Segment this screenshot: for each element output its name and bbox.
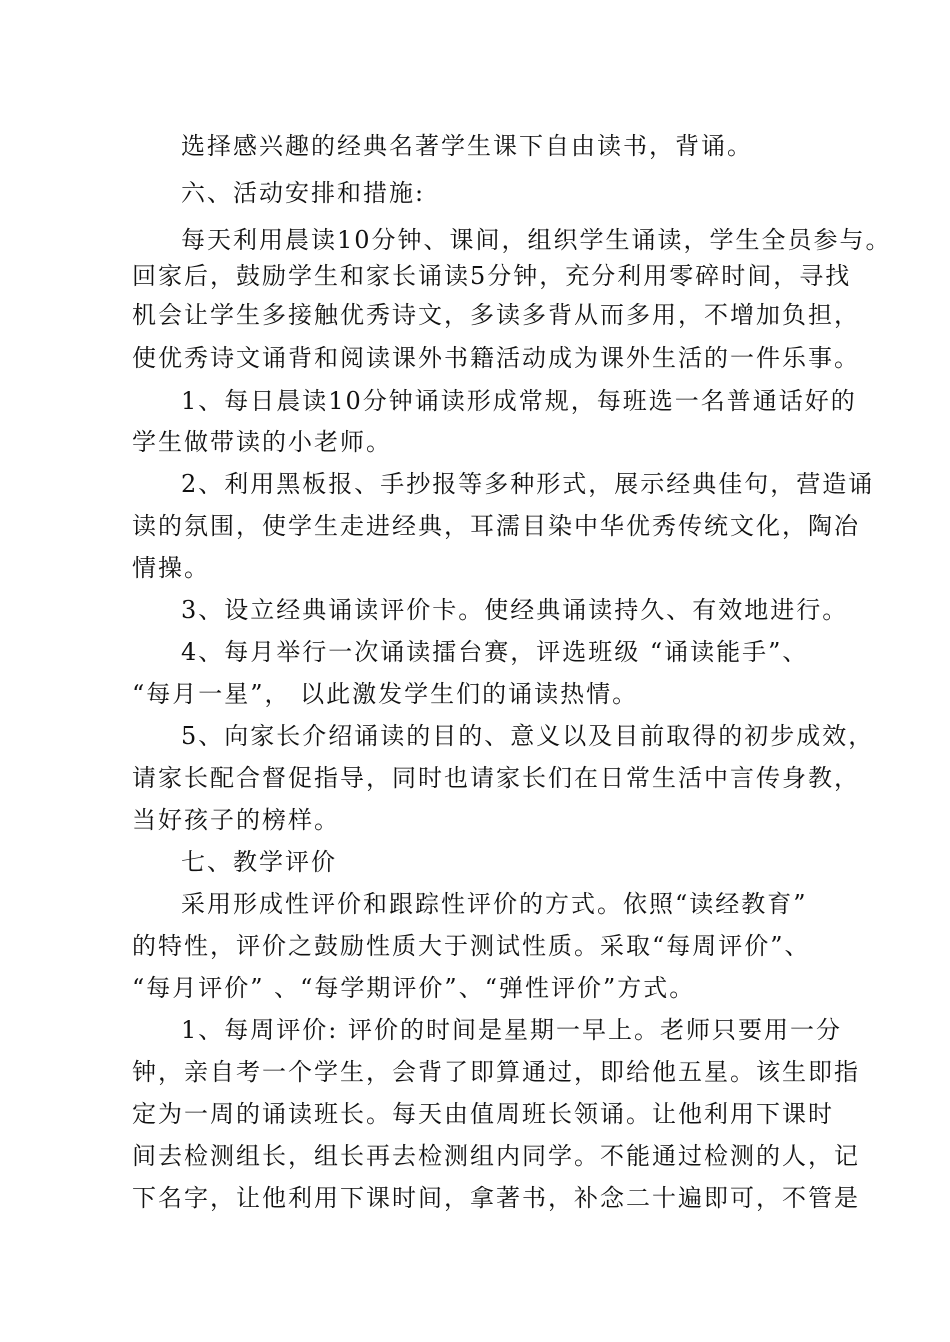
text-line: “每月评价” 、“每学期评价”、“弹性评价”方式。 xyxy=(132,974,696,1002)
section-heading: 六、活动安排和措施: xyxy=(181,179,426,207)
text-line: “每月一星”， 以此激发学生们的诵读热情。 xyxy=(132,680,639,708)
text-line: 5、向家长介绍诵读的目的、意义以及目前取得的初步成效， xyxy=(181,722,875,750)
text-line: 机会让学生多接触优秀诗文，多读多背从而多用，不增加负担， xyxy=(132,301,860,329)
text-line: 间去检测组长，组长再去检测组内同学。不能通过检测的人，记 xyxy=(132,1142,860,1170)
text-line: 1、每日晨读10分钟诵读形成常规，每班选一名普通话好的 xyxy=(181,387,857,415)
text-line: 下名字，让他利用下课时间，拿著书，补念二十遍即可，不管是 xyxy=(132,1184,860,1212)
text-line: 情操。 xyxy=(132,554,210,582)
text-line: 选择感兴趣的经典名著学生课下自由读书，背诵。 xyxy=(181,132,753,160)
text-line: 请家长配合督促指导，同时也请家长们在日常生活中言传身教， xyxy=(132,764,860,792)
text-line: 1、每周评价: 评价的时间是星期一早上。老师只要用一分 xyxy=(181,1016,842,1044)
text-line: 2、利用黑板报、手抄报等多种形式，展示经典佳句，营造诵 xyxy=(181,470,875,498)
text-line: 回家后，鼓励学生和家长诵读5分钟，充分利用零碎时间，寻找 xyxy=(132,262,852,290)
text-line: 当好孩子的榜样。 xyxy=(132,806,340,834)
text-line: 每天利用晨读10分钟、课间，组织学生诵读，学生全员参与。 xyxy=(181,226,892,254)
text-line: 钟，亲自考一个学生，会背了即算通过，即给他五星。该生即指 xyxy=(132,1058,860,1086)
text-line: 定为一周的诵读班长。每天由值周班长领诵。让他利用下课时 xyxy=(132,1100,834,1128)
section-heading: 七、教学评价 xyxy=(181,848,337,876)
text-line: 的特性，评价之鼓励性质大于测试性质。采取“每周评价”、 xyxy=(132,932,811,960)
text-line: 学生做带读的小老师。 xyxy=(132,428,392,456)
text-line: 3、设立经典诵读评价卡。使经典诵读持久、有效地进行。 xyxy=(181,596,849,624)
text-line: 使优秀诗文诵背和阅读课外书籍活动成为课外生活的一件乐事。 xyxy=(132,344,860,372)
text-line: 采用形成性评价和跟踪性评价的方式。依照“读经教育” xyxy=(181,890,808,918)
text-line: 4、每月举行一次诵读擂台赛，评选班级 “诵读能手”、 xyxy=(181,638,809,666)
text-line: 读的氛围，使学生走进经典，耳濡目染中华优秀传统文化，陶冶 xyxy=(132,512,860,540)
